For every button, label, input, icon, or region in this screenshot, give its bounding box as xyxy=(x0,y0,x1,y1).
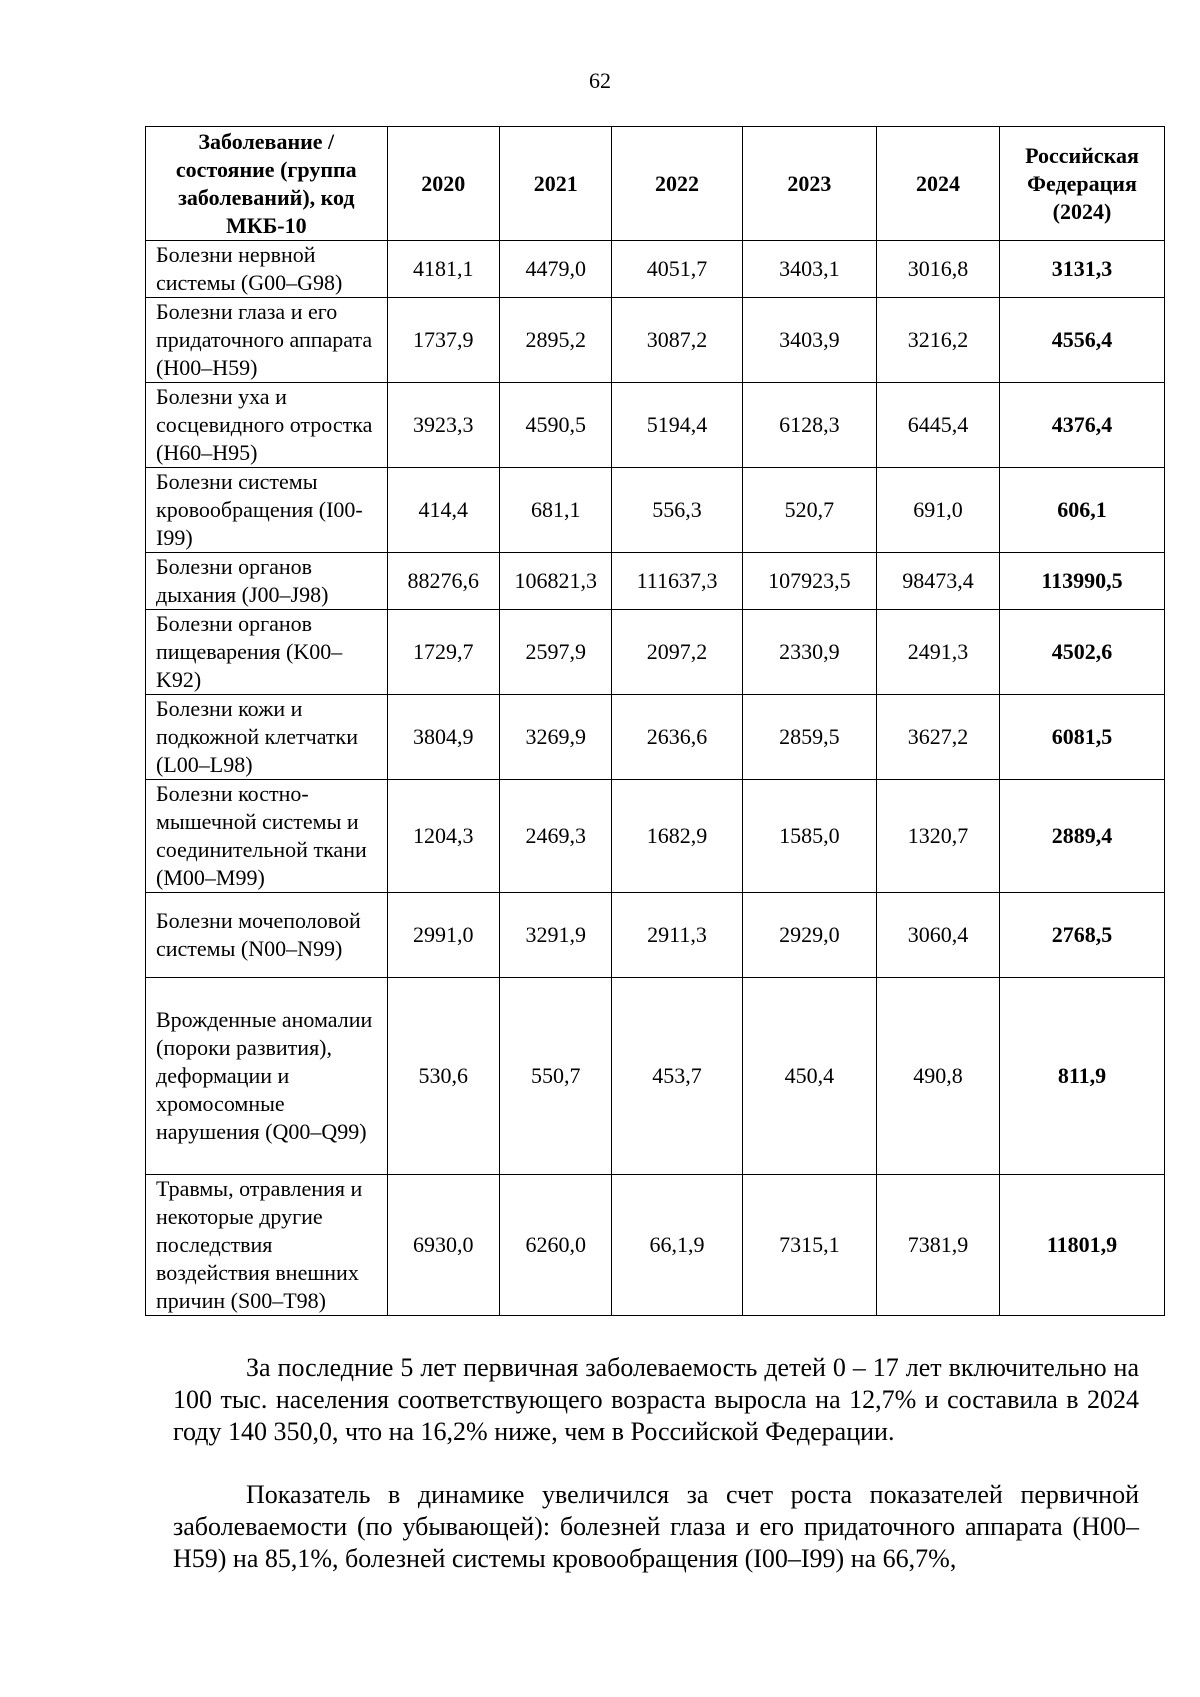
value-cell: 2636,6 xyxy=(612,695,742,780)
value-cell: 1585,0 xyxy=(742,780,876,893)
rf-value-cell: 811,9 xyxy=(1000,978,1165,1175)
rf-value-cell: 11801,9 xyxy=(1000,1175,1165,1316)
column-header: 2022 xyxy=(612,127,742,241)
value-cell: 691,0 xyxy=(877,468,1000,553)
value-cell: 2991,0 xyxy=(387,893,499,978)
rf-value-cell: 4556,4 xyxy=(1000,298,1165,383)
value-cell: 3016,8 xyxy=(877,241,1000,298)
value-cell: 3216,2 xyxy=(877,298,1000,383)
value-cell: 2330,9 xyxy=(742,610,876,695)
table-row xyxy=(146,1175,1165,1316)
disease-name-cell: Болезни глаза и его придаточного аппарата (H00–H59) xyxy=(146,298,388,383)
disease-name-cell: Болезни кожи и подкожной клетчатки (L00–L98) xyxy=(146,695,388,780)
value-cell: 2097,2 xyxy=(612,610,742,695)
disease-name-cell: Травмы, отравления и некоторые другие последствия воздействия внешних причин (S00–T98) xyxy=(146,1175,388,1316)
rf-value-cell: 113990,5 xyxy=(1000,553,1165,610)
table-row xyxy=(146,610,1165,695)
page-number: 62 xyxy=(589,68,611,93)
value-cell: 6260,0 xyxy=(500,1175,612,1316)
table-row xyxy=(146,298,1165,383)
value-cell: 6445,4 xyxy=(877,383,1000,468)
rf-value-cell: 2889,4 xyxy=(1000,780,1165,893)
value-cell: 3087,2 xyxy=(612,298,742,383)
value-cell: 1737,9 xyxy=(387,298,499,383)
value-cell: 4051,7 xyxy=(612,241,742,298)
value-cell: 2597,9 xyxy=(500,610,612,695)
table-row xyxy=(146,553,1165,610)
morbidity-table xyxy=(145,126,1165,1316)
value-cell: 1729,7 xyxy=(387,610,499,695)
value-cell: 66,1,9 xyxy=(612,1175,742,1316)
value-cell: 7315,1 xyxy=(742,1175,876,1316)
value-cell: 2469,3 xyxy=(500,780,612,893)
disease-name-cell: Врожденные аномалии (пороки развития), деформации и хромосомные нарушения (Q00–Q99) xyxy=(146,978,388,1175)
disease-name-cell: Болезни органов дыхания (J00–J98) xyxy=(146,553,388,610)
column-header: Заболевание / состояние (группа заболеваний), код МКБ-10 xyxy=(146,127,388,241)
column-header: 2024 xyxy=(877,127,1000,241)
value-cell: 6128,3 xyxy=(742,383,876,468)
value-cell: 450,4 xyxy=(742,978,876,1175)
value-cell: 2895,2 xyxy=(500,298,612,383)
value-cell: 3403,1 xyxy=(742,241,876,298)
value-cell: 3804,9 xyxy=(387,695,499,780)
value-cell: 1682,9 xyxy=(612,780,742,893)
rf-value-cell: 606,1 xyxy=(1000,468,1165,553)
column-header: 2023 xyxy=(742,127,876,241)
rf-value-cell: 2768,5 xyxy=(1000,893,1165,978)
value-cell: 107923,5 xyxy=(742,553,876,610)
value-cell: 98473,4 xyxy=(877,553,1000,610)
value-cell: 530,6 xyxy=(387,978,499,1175)
table-row xyxy=(146,468,1165,553)
table-row xyxy=(146,978,1165,1175)
column-header: 2020 xyxy=(387,127,499,241)
value-cell: 520,7 xyxy=(742,468,876,553)
column-header: 2021 xyxy=(500,127,612,241)
table-row xyxy=(146,893,1165,978)
value-cell: 2929,0 xyxy=(742,893,876,978)
value-cell: 490,8 xyxy=(877,978,1000,1175)
value-cell: 2859,5 xyxy=(742,695,876,780)
table-header-row xyxy=(146,127,1165,241)
value-cell: 88276,6 xyxy=(387,553,499,610)
value-cell: 4479,0 xyxy=(500,241,612,298)
table-row xyxy=(146,780,1165,893)
value-cell: 2491,3 xyxy=(877,610,1000,695)
table-row xyxy=(146,241,1165,298)
rf-value-cell: 6081,5 xyxy=(1000,695,1165,780)
value-cell: 3403,9 xyxy=(742,298,876,383)
body-paragraph: Показатель в динамике увеличился за счет роста показателей первичной заболеваемости (по убывающей): болезней глаза и его придаточного аппарата (H00–H59) на 85,1%, болезней системы кровообращения (I00–I99) на 66,7%, xyxy=(173,1480,1139,1573)
value-cell: 3060,4 xyxy=(877,893,1000,978)
disease-name-cell: Болезни мочеполовой системы (N00–N99) xyxy=(146,893,388,978)
value-cell: 3923,3 xyxy=(387,383,499,468)
value-cell: 106821,3 xyxy=(500,553,612,610)
value-cell: 453,7 xyxy=(612,978,742,1175)
disease-name-cell: Болезни уха и сосцевидного отростка (H60–H95) xyxy=(146,383,388,468)
value-cell: 2911,3 xyxy=(612,893,742,978)
value-cell: 1320,7 xyxy=(877,780,1000,893)
rf-value-cell: 4502,6 xyxy=(1000,610,1165,695)
column-header: Российская Федерация (2024) xyxy=(1000,127,1165,241)
disease-name-cell: Болезни органов пищеварения (K00–K92) xyxy=(146,610,388,695)
value-cell: 556,3 xyxy=(612,468,742,553)
table-row xyxy=(146,383,1165,468)
value-cell: 7381,9 xyxy=(877,1175,1000,1316)
disease-name-cell: Болезни нервной системы (G00–G98) xyxy=(146,241,388,298)
value-cell: 414,4 xyxy=(387,468,499,553)
value-cell: 4590,5 xyxy=(500,383,612,468)
value-cell: 1204,3 xyxy=(387,780,499,893)
value-cell: 3291,9 xyxy=(500,893,612,978)
value-cell: 3269,9 xyxy=(500,695,612,780)
value-cell: 4181,1 xyxy=(387,241,499,298)
rf-value-cell: 3131,3 xyxy=(1000,241,1165,298)
body-paragraph: За последние 5 лет первичная заболеваемость детей 0 – 17 лет включительно на 100 тыс. населения соответствующего возраста выросла на 12,7% и составила в 2024 году 140 350,0, что на 16,2% ниже, чем в Российской Федерации. xyxy=(173,1353,1139,1446)
value-cell: 5194,4 xyxy=(612,383,742,468)
disease-name-cell: Болезни костно-мышечной системы и соединительной ткани (M00–M99) xyxy=(146,780,388,893)
value-cell: 681,1 xyxy=(500,468,612,553)
disease-name-cell: Болезни системы кровообращения (I00-I99) xyxy=(146,468,388,553)
value-cell: 3627,2 xyxy=(877,695,1000,780)
table-row xyxy=(146,695,1165,780)
rf-value-cell: 4376,4 xyxy=(1000,383,1165,468)
value-cell: 111637,3 xyxy=(612,553,742,610)
value-cell: 550,7 xyxy=(500,978,612,1175)
value-cell: 6930,0 xyxy=(387,1175,499,1316)
